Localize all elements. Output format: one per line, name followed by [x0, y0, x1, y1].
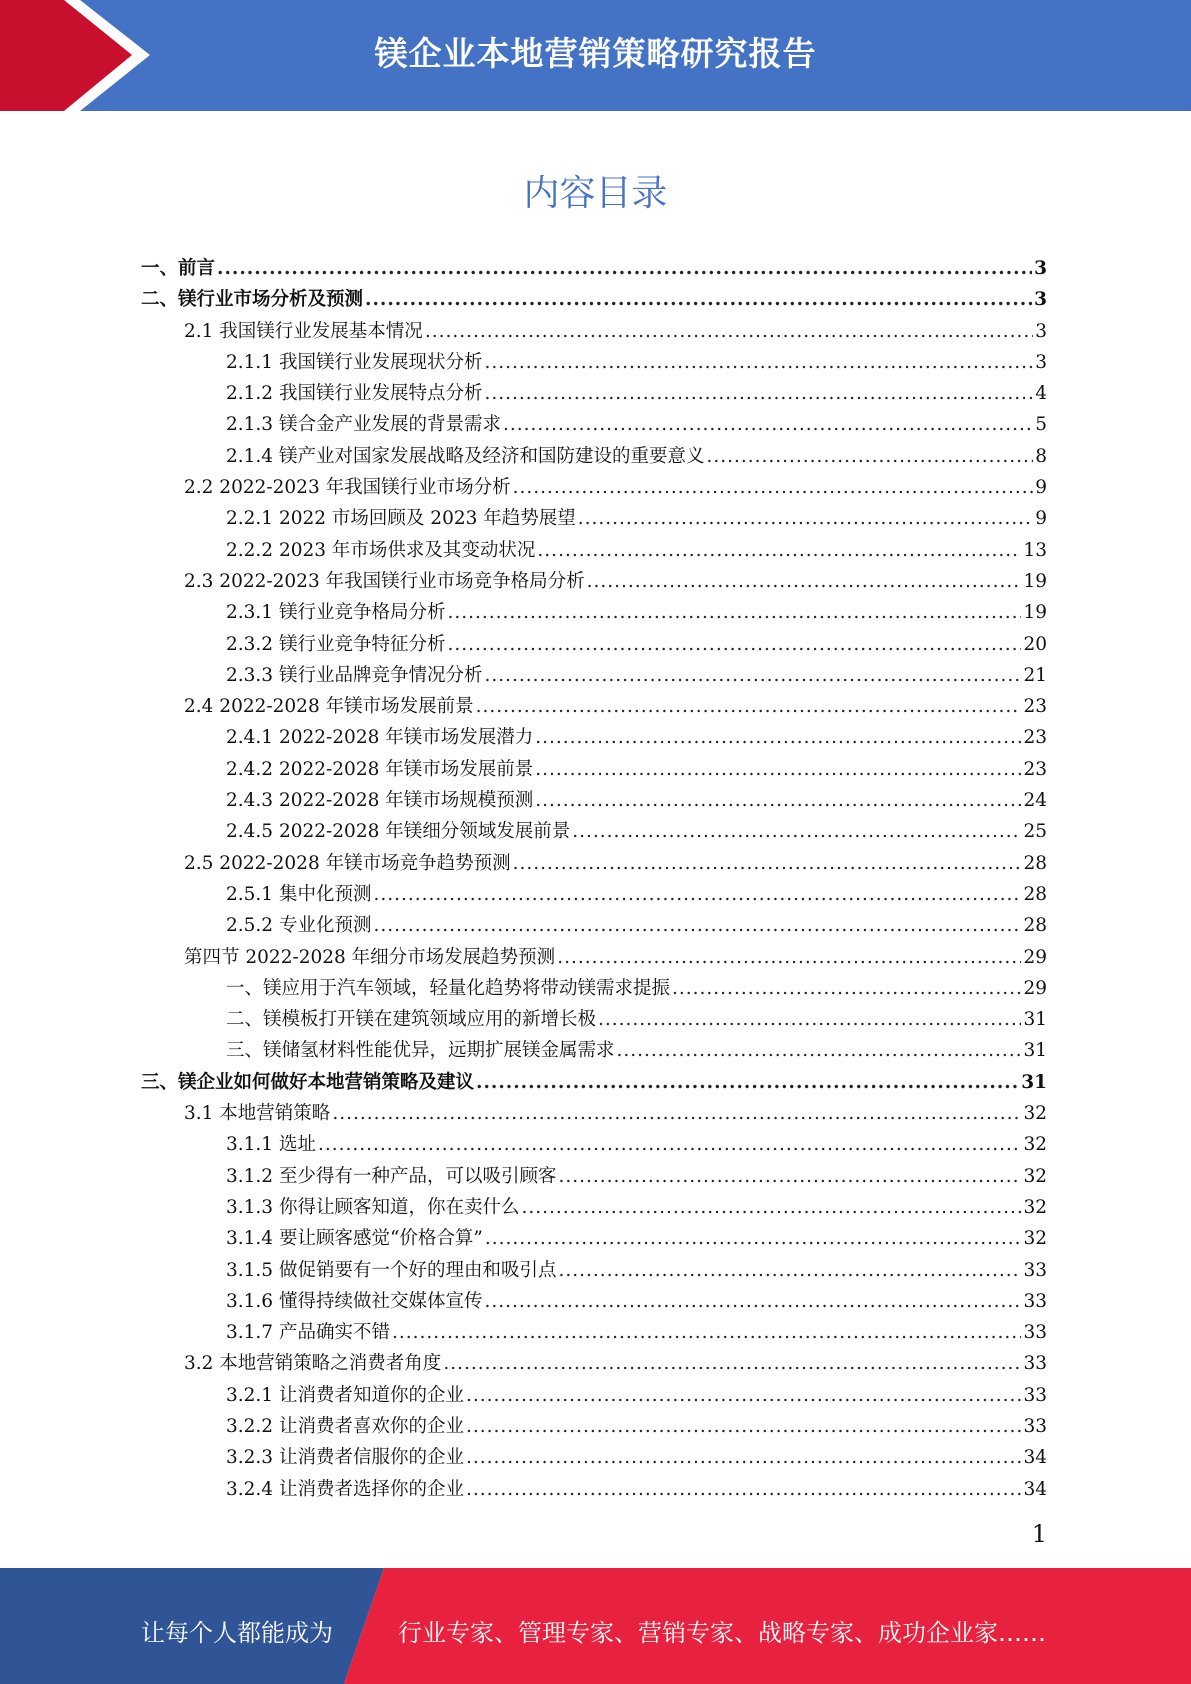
toc-entry-title: 2.1.2 我国镁行业发展特点分析 — [226, 383, 483, 405]
toc-entry[interactable] — [141, 1068, 1047, 1099]
toc-entry-page: 31 — [1023, 1009, 1047, 1031]
toc-entry[interactable] — [141, 1130, 1047, 1161]
footer-slogan-right: 行业专家、管理专家、营销专家、战略专家、成功企业家…… — [398, 1619, 1046, 1647]
toc-dot-leader — [466, 1479, 1021, 1500]
toc-entry-page: 20 — [1023, 633, 1047, 655]
toc-entry[interactable] — [141, 473, 1047, 504]
toc-entry[interactable] — [141, 379, 1047, 410]
toc-entry[interactable] — [141, 755, 1047, 786]
toc-entry[interactable] — [141, 285, 1047, 316]
toc-dot-leader — [557, 947, 1021, 968]
toc-entry-title: 3.1.1 选址 — [226, 1134, 316, 1156]
toc-entry-page: 32 — [1023, 1228, 1047, 1250]
toc-entry-title: 2.5.1 集中化预测 — [226, 883, 372, 905]
toc-entry-title: 2.4 2022-2028 年镁市场发展前景 — [184, 696, 474, 718]
toc-entry-title: 2.2 2022-2023 年我国镁行业市场分析 — [184, 477, 511, 499]
toc-dot-leader — [217, 258, 1032, 279]
toc-entry-title: 2.4.3 2022-2028 年镁市场规模预测 — [226, 790, 534, 812]
toc-entry-title: 3.2.1 让消费者知道你的企业 — [226, 1384, 464, 1406]
toc-entry[interactable] — [141, 723, 1047, 754]
toc-dot-leader — [558, 1166, 1021, 1187]
toc-entry-page: 29 — [1023, 977, 1047, 999]
toc-entry[interactable] — [141, 1193, 1047, 1224]
report-footer — [0, 1568, 1191, 1684]
toc-entry-title: 3.2 本地营销策略之消费者角度 — [184, 1353, 442, 1375]
toc-entry[interactable] — [141, 692, 1047, 723]
toc-entry-page: 34 — [1023, 1478, 1047, 1500]
toc-entry-title: 2.1 我国镁行业发展基本情况 — [184, 320, 423, 342]
toc-entry[interactable] — [141, 661, 1047, 692]
toc-entry[interactable] — [141, 1412, 1047, 1443]
toc-dot-leader — [484, 665, 1021, 686]
toc-entry-page: 33 — [1023, 1259, 1047, 1281]
toc-dot-leader — [706, 446, 1033, 467]
toc-entry[interactable] — [141, 1443, 1047, 1474]
toc-dot-leader — [484, 383, 1033, 404]
toc-entry-title: 3.1 本地营销策略 — [184, 1103, 331, 1125]
toc-dot-leader — [373, 884, 1021, 905]
toc-entry-page: 3 — [1034, 258, 1047, 279]
toc-dot-leader — [466, 1416, 1021, 1437]
toc-dot-leader — [392, 1322, 1021, 1343]
toc-entry[interactable] — [141, 1381, 1047, 1412]
toc-entry-page: 28 — [1023, 915, 1047, 937]
toc-entry[interactable] — [141, 880, 1047, 911]
toc-dot-leader — [513, 853, 1022, 874]
toc-entry-title: 2.3.2 镁行业竞争特征分析 — [226, 633, 446, 655]
report-title: 镁企业本地营销策略研究报告 — [374, 34, 817, 73]
toc-dot-leader — [332, 1103, 1021, 1124]
toc-entry[interactable] — [141, 254, 1047, 285]
toc-entry[interactable] — [141, 1162, 1047, 1193]
toc-entry-page: 13 — [1023, 539, 1047, 561]
toc-dot-leader — [466, 1385, 1021, 1406]
footer-slogan-left: 让每个人都能成为 — [141, 1619, 333, 1647]
toc-dot-leader — [578, 508, 1033, 529]
toc-entry-title: 3.1.5 做促销要有一个好的理由和吸引点 — [226, 1259, 557, 1281]
toc-entry-title: 2.1.1 我国镁行业发展现状分析 — [226, 351, 483, 373]
toc-dot-leader — [617, 1040, 1022, 1061]
toc-entry-title: 3.2.3 让消费者信服你的企业 — [226, 1447, 464, 1469]
toc-entry-page: 4 — [1035, 383, 1047, 405]
toc-dot-leader — [485, 1228, 1022, 1249]
toc-entry-page: 31 — [1023, 1040, 1047, 1062]
toc-entry-page: 33 — [1023, 1415, 1047, 1437]
toc-entry-title: 2.3 2022-2023 年我国镁行业市场竞争格局分析 — [184, 570, 585, 592]
toc-dot-leader — [484, 352, 1033, 373]
toc-entry-title: 二、镁模板打开镁在建筑领域应用的新增长极 — [226, 1009, 597, 1031]
toc-dot-leader — [425, 321, 1033, 342]
toc-entry-title: 3.1.4 要让顾客感觉“价格合算” — [226, 1228, 483, 1250]
toc-entry-title: 3.1.6 懂得持续做社交媒体宣传 — [226, 1290, 483, 1312]
toc-dot-leader — [318, 1134, 1022, 1155]
toc-dot-leader — [447, 602, 1021, 623]
toc-entry-page: 21 — [1023, 664, 1047, 686]
toc-entry-page: 9 — [1035, 477, 1047, 499]
toc-entry[interactable] — [141, 1475, 1047, 1506]
toc-entry-page: 29 — [1023, 946, 1047, 968]
toc-entry-title: 2.5.2 专业化预测 — [226, 915, 372, 937]
toc-dot-leader — [587, 571, 1022, 592]
toc-entry-title: 3.2.4 让消费者选择你的企业 — [226, 1478, 464, 1500]
toc-entry-page: 32 — [1023, 1134, 1047, 1156]
toc-entry-title: 3.2.2 让消费者喜欢你的企业 — [226, 1415, 464, 1437]
toc-entry[interactable] — [141, 1005, 1047, 1036]
toc-entry-page: 28 — [1023, 852, 1047, 874]
toc-entry[interactable] — [141, 1036, 1047, 1067]
toc-entry[interactable] — [141, 1224, 1047, 1255]
toc-entry-page: 23 — [1023, 727, 1047, 749]
toc-entry[interactable] — [141, 598, 1047, 629]
toc-entry-page: 24 — [1023, 790, 1047, 812]
toc-entry-title: 3.1.2 至少得有一种产品，可以吸引顾客 — [226, 1165, 557, 1187]
toc-entry-page: 23 — [1023, 758, 1047, 780]
toc-entry-page: 8 — [1035, 445, 1047, 467]
toc-dot-leader — [365, 289, 1032, 310]
toc-entry-title: 2.2.2 2023 年市场供求及其变动状况 — [226, 539, 536, 561]
toc-entry-title: 2.3.1 镁行业竞争格局分析 — [226, 602, 446, 624]
toc-dot-leader — [535, 790, 1021, 811]
toc-dot-leader — [476, 696, 1022, 717]
page-number: 1 — [1031, 1520, 1047, 1548]
toc-entry[interactable] — [141, 1287, 1047, 1318]
toc-entry-title: 三、镁企业如何做好本地营销策略及建议 — [141, 1071, 475, 1093]
toc-entry[interactable] — [141, 1256, 1047, 1287]
toc-entry-page: 32 — [1023, 1165, 1047, 1187]
toc-dot-leader — [598, 1009, 1021, 1030]
toc-entry-title: 一、镁应用于汽车领域，轻量化趋势将带动镁需求提振 — [226, 977, 671, 999]
toc-dot-leader — [537, 540, 1021, 561]
toc-entry[interactable] — [141, 1349, 1047, 1380]
toc-entry-page: 31 — [1021, 1071, 1047, 1093]
toc-entry[interactable] — [141, 943, 1047, 974]
toc-entry-page: 33 — [1023, 1353, 1047, 1375]
toc-dot-leader — [443, 1353, 1021, 1374]
toc-entry-page: 34 — [1023, 1447, 1047, 1469]
toc-dot-leader — [558, 1260, 1021, 1281]
toc-entry-page: 3 — [1035, 351, 1047, 373]
toc-title: 内容目录 — [523, 173, 668, 214]
toc-entry[interactable] — [141, 442, 1047, 473]
report-header — [0, 0, 1191, 111]
toc-entry-title: 2.5 2022-2028 年镁市场竞争趋势预测 — [184, 852, 511, 874]
toc-entry-title: 2.1.3 镁合金产业发展的背景需求 — [226, 414, 501, 436]
toc-entry[interactable] — [141, 911, 1047, 942]
toc-dot-leader — [373, 915, 1021, 936]
toc-entry[interactable] — [141, 410, 1047, 441]
toc-dot-leader — [521, 1197, 1021, 1218]
toc-entry-page: 25 — [1023, 821, 1047, 843]
toc-dot-leader — [572, 821, 1021, 842]
toc-entry-title: 3.1.7 产品确实不错 — [226, 1322, 390, 1344]
toc-entry-title: 3.1.3 你得让顾客知道，你在卖什么 — [226, 1196, 520, 1218]
toc-entry[interactable] — [141, 1318, 1047, 1349]
toc-entry[interactable] — [141, 348, 1047, 379]
toc-entry-page: 32 — [1023, 1103, 1047, 1125]
toc-entry-title: 2.4.5 2022-2028 年镁细分领域发展前景 — [226, 821, 571, 843]
toc-entry[interactable] — [141, 317, 1047, 348]
toc-dot-leader — [513, 477, 1034, 498]
toc-entry[interactable] — [141, 974, 1047, 1005]
toc-entry-title: 第四节 2022-2028 年细分市场发展趋势预测 — [184, 946, 556, 968]
toc-entry[interactable] — [141, 567, 1047, 598]
toc-entry-title: 2.1.4 镁产业对国家发展战略及经济和国防建设的重要意义 — [226, 445, 705, 467]
toc-entry-page: 33 — [1023, 1290, 1047, 1312]
toc-dot-leader — [672, 978, 1021, 999]
toc-entry-title: 2.3.3 镁行业品牌竞争情况分析 — [226, 664, 483, 686]
toc-entry-page: 33 — [1023, 1384, 1047, 1406]
toc-entry-title: 一、前言 — [141, 258, 216, 279]
toc-dot-leader — [535, 727, 1021, 748]
toc-dot-leader — [466, 1447, 1021, 1468]
toc-entry-page: 9 — [1035, 508, 1047, 530]
toc-entry-page: 3 — [1034, 289, 1047, 311]
toc-entry[interactable] — [141, 536, 1047, 567]
toc-dot-leader — [476, 1072, 1019, 1093]
toc-entry-title: 2.4.1 2022-2028 年镁市场发展潜力 — [226, 727, 534, 749]
toc-entry-title: 2.4.2 2022-2028 年镁市场发展前景 — [226, 758, 534, 780]
toc-entry-title: 2.2.1 2022 市场回顾及 2023 年趋势展望 — [226, 508, 576, 530]
toc-entry-page: 5 — [1035, 414, 1047, 436]
toc-entry-page: 28 — [1023, 883, 1047, 905]
toc-entry[interactable] — [141, 786, 1047, 817]
table-of-contents — [141, 254, 1047, 1506]
toc-entry-page: 3 — [1035, 320, 1047, 342]
toc-entry-title: 三、镁储氢材料性能优异，远期扩展镁金属需求 — [226, 1040, 615, 1062]
toc-dot-leader — [535, 759, 1021, 780]
toc-entry-page: 19 — [1023, 570, 1047, 592]
toc-entry-page: 19 — [1023, 602, 1047, 624]
toc-entry[interactable] — [141, 849, 1047, 880]
toc-entry-title: 二、镁行业市场分析及预测 — [141, 289, 364, 311]
toc-entry-page: 23 — [1023, 696, 1047, 718]
toc-entry[interactable] — [141, 630, 1047, 661]
toc-entry-page: 33 — [1023, 1322, 1047, 1344]
toc-dot-leader — [503, 414, 1033, 435]
toc-entry[interactable] — [141, 817, 1047, 848]
toc-entry-page: 32 — [1023, 1196, 1047, 1218]
toc-entry[interactable] — [141, 1099, 1047, 1130]
toc-dot-leader — [447, 634, 1021, 655]
toc-dot-leader — [484, 1291, 1021, 1312]
toc-entry[interactable] — [141, 504, 1047, 535]
